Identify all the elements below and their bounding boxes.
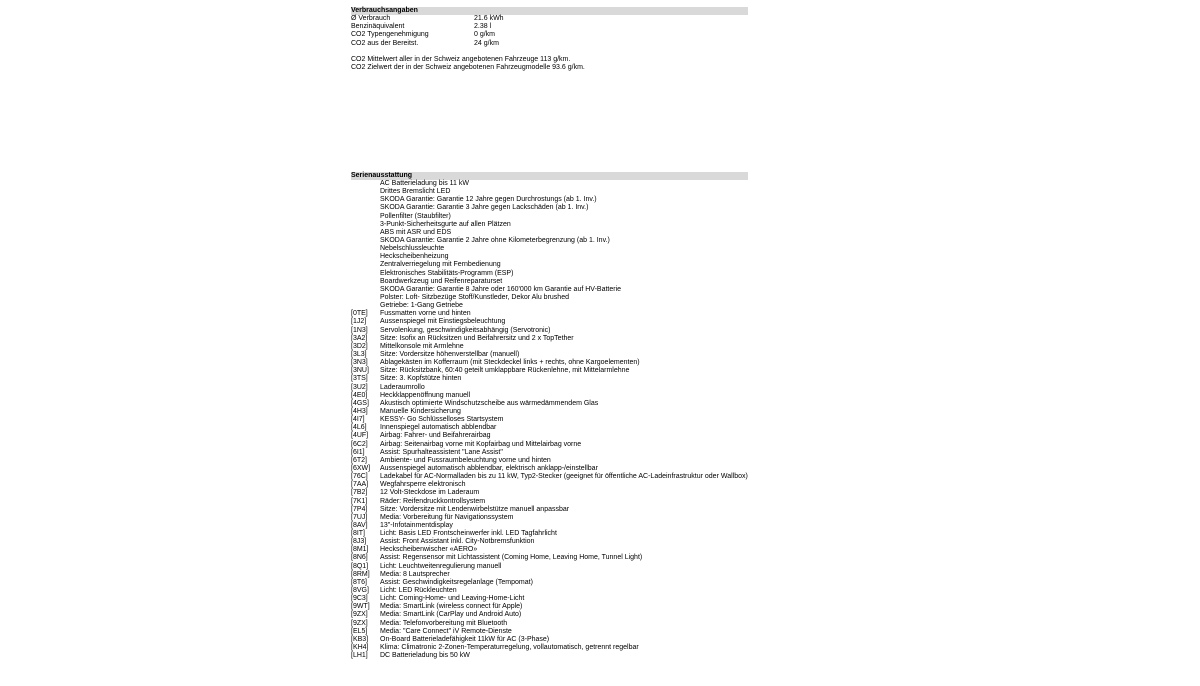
equipment-row <box>351 261 748 269</box>
equipment-description: Räder: Reifendruckkontrollsystem <box>380 497 486 505</box>
equipment-row <box>351 392 748 400</box>
consumption-row <box>351 31 748 39</box>
equipment-section <box>351 172 748 660</box>
equipment-description: Drittes Bremslicht LED <box>380 188 451 196</box>
equipment-row <box>351 571 748 579</box>
equipment-description: Heckscheibenheizung <box>380 253 449 261</box>
equipment-row <box>351 384 748 392</box>
equipment-code: [8Q1] <box>351 562 369 570</box>
equipment-code: [0TE] <box>351 310 368 318</box>
equipment-row <box>351 644 748 652</box>
equipment-description: Laderaumrollo <box>380 383 425 391</box>
equipment-description: Media: SmartLink (CarPlay und Android Auto) <box>380 611 522 619</box>
equipment-description: Aussenspiegel mit Einstiegsbeleuchtung <box>380 318 506 326</box>
equipment-row <box>351 481 748 489</box>
equipment-description: ABS mit ASR und EDS <box>380 228 452 236</box>
equipment-row <box>351 367 748 375</box>
equipment-description: Heckscheibenwischer «AERO» <box>380 546 478 554</box>
equipment-code: [8VG] <box>351 587 369 595</box>
consumption-label: CO2 Typengenehmigung <box>351 31 429 39</box>
equipment-row <box>351 611 748 619</box>
equipment-row <box>351 278 748 286</box>
equipment-row <box>351 554 748 562</box>
equipment-description: Licht: LED Rückleuchten <box>380 587 457 595</box>
equipment-description: Media: 8 Lautsprecher <box>380 570 450 578</box>
equipment-description: Assist: Spurhalteassistent "Lane Assist" <box>380 448 503 456</box>
equipment-code <box>351 204 380 212</box>
equipment-code: [8RM] <box>351 570 370 578</box>
equipment-description: Nebelschlussleuchte <box>380 245 445 253</box>
equipment-description: Zentralverriegelung mit Fernbedienung <box>380 261 501 269</box>
equipment-description: Licht: Leuchtweitenregulierung manuell <box>380 562 502 570</box>
equipment-row <box>351 473 748 481</box>
equipment-code <box>351 221 380 229</box>
equipment-row <box>351 506 748 514</box>
equipment-code: [9ZX] <box>351 611 368 619</box>
equipment-row <box>351 253 748 261</box>
equipment-code: [3TS] <box>351 375 368 383</box>
equipment-row <box>351 652 748 660</box>
equipment-code <box>351 253 380 261</box>
equipment-row <box>351 620 748 628</box>
equipment-code: [EL5] <box>351 627 368 635</box>
equipment-row <box>351 204 748 212</box>
equipment-description: Media: Telefonvorbereitung mit Bluetooth <box>380 619 508 627</box>
equipment-row <box>351 213 748 221</box>
equipment-code <box>351 188 380 196</box>
consumption-value: 2.38 l <box>474 23 492 31</box>
equipment-code: [LH1] <box>351 652 368 660</box>
consumption-value: 24 g/km <box>474 39 499 47</box>
equipment-description: Assist: Regensensor mit Lichtassistent (Coming Home, Leaving Home, Tunnel Light) <box>380 554 643 562</box>
equipment-row <box>351 343 748 351</box>
equipment-code: [8J3] <box>351 538 367 546</box>
equipment-code: [6I1] <box>351 448 365 456</box>
document-page <box>351 7 748 660</box>
consumption-value: 0 g/km <box>474 31 496 39</box>
equipment-code: [8N6] <box>351 554 368 562</box>
equipment-code: [4E0] <box>351 391 368 399</box>
equipment-description: DC Batterieladung bis 50 kW <box>380 652 470 660</box>
equipment-description: Sitze: Vordersitze höhenverstellbar (manuell) <box>380 350 520 358</box>
equipment-code <box>351 237 380 245</box>
consumption-table <box>351 15 748 48</box>
equipment-description: Boardwerkzeug und Reifenreparaturset <box>380 277 503 285</box>
equipment-row <box>351 408 748 416</box>
equipment-description: Heckklappenöffnung manuell <box>380 391 471 399</box>
equipment-code: [7K1] <box>351 497 368 505</box>
equipment-code <box>351 261 380 269</box>
equipment-description: Polster: Loft- Sitzbezüge Stoff/Kunstleder, Dekor Alu brushed <box>380 293 569 301</box>
equipment-code: [3U2] <box>351 383 368 391</box>
equipment-code: [9WT] <box>351 603 370 611</box>
equipment-code: [1N3] <box>351 326 368 334</box>
consumption-label: CO2 aus der Bereitst. <box>351 39 419 47</box>
equipment-code <box>351 302 380 310</box>
equipment-row <box>351 628 748 636</box>
equipment-code <box>351 245 380 253</box>
equipment-description: SKODA Garantie: Garantie 2 Jahre ohne Kilometerbegrenzung (ab 1. Inv.) <box>380 236 610 244</box>
consumption-title: Verbrauchsangaben <box>351 7 748 15</box>
equipment-description: Media: "Care Connect" iV Remote-Dienste <box>380 627 512 635</box>
equipment-row <box>351 489 748 497</box>
equipment-code: [3L3] <box>351 350 367 358</box>
equipment-description: Media: SmartLink (wireless connect für Apple) <box>380 603 523 611</box>
equipment-code: [8T6] <box>351 578 367 586</box>
equipment-code: [4L6] <box>351 424 367 432</box>
equipment-row <box>351 359 748 367</box>
equipment-code <box>351 213 380 221</box>
equipment-row <box>351 457 748 465</box>
equipment-row <box>351 587 748 595</box>
equipment-description: Elektronisches Stabilitäts-Programm (ESP) <box>380 269 514 277</box>
equipment-row <box>351 245 748 253</box>
equipment-code <box>351 270 380 278</box>
equipment-description: 12 Volt-Steckdose im Laderaum <box>380 489 480 497</box>
equipment-row <box>351 286 748 294</box>
equipment-row <box>351 310 748 318</box>
equipment-code <box>351 196 380 204</box>
equipment-row <box>351 335 748 343</box>
consumption-row <box>351 15 748 23</box>
equipment-description: Pollenfilter (Staubfilter) <box>380 212 451 220</box>
equipment-description: Akustisch optimierte Windschutzscheibe aus wärmedämmendem Glas <box>380 399 599 407</box>
equipment-code: [76C] <box>351 473 368 481</box>
equipment-code <box>351 278 380 286</box>
co2-note: CO2 Mittelwert aller in der Schweiz angebotenen Fahrzeuge 113 g/km. <box>351 55 571 63</box>
equipment-code: [9C3] <box>351 595 368 603</box>
equipment-code: [7AA] <box>351 481 369 489</box>
equipment-code <box>351 294 380 302</box>
equipment-description: Fussmatten vorne und hinten <box>380 310 471 318</box>
equipment-description: Airbag: Seitenairbag vorne mit Kopfairbag und Mittelairbag vorne <box>380 440 582 448</box>
equipment-description: Ladekabel für AC-Normalladen bis zu 11 kW, Typ2-Stecker (geeignet für öffentliche AC-Ladeinfrastruktur oder Wallbox) <box>380 473 748 481</box>
equipment-code: [KH4] <box>351 644 369 652</box>
equipment-row <box>351 351 748 359</box>
equipment-code: [7P4] <box>351 505 368 513</box>
equipment-code: [6XW] <box>351 464 371 472</box>
equipment-row <box>351 270 748 278</box>
equipment-row <box>351 432 748 440</box>
equipment-code <box>351 286 380 294</box>
equipment-code: [8M1] <box>351 546 369 554</box>
equipment-description: Sitze: Vordersitze mit Lendenwirbelstütze manuell anpassbar <box>380 505 570 513</box>
consumption-label: Benzinäquivalent <box>351 23 405 31</box>
equipment-code: [7B2] <box>351 489 368 497</box>
equipment-description: Wegfahrsperre elektronisch <box>380 481 466 489</box>
equipment-code: [4I7] <box>351 416 365 424</box>
equipment-row <box>351 188 748 196</box>
equipment-description: Assist: Front Assistant inkl. City-Notbremsfunktion <box>380 538 535 546</box>
equipment-row <box>351 416 748 424</box>
consumption-section <box>351 7 748 72</box>
equipment-code: [6T2] <box>351 456 367 464</box>
equipment-code: [1J2] <box>351 318 367 326</box>
equipment-row <box>351 522 748 530</box>
equipment-row <box>351 465 748 473</box>
equipment-row <box>351 595 748 603</box>
equipment-row <box>351 441 748 449</box>
equipment-description: Klima: Climatronic 2-Zonen-Temperaturregelung, vollautomatisch, getrennt regelbar <box>380 644 639 652</box>
equipment-description: Licht: Coming-Home- und Leaving-Home-Licht <box>380 595 525 603</box>
equipment-description: Sitze: Isofix an Rücksitzen und Beifahrersitz und 2 x TopTether <box>380 334 574 342</box>
equipment-row <box>351 530 748 538</box>
equipment-description: Sitze: 3. Kopfstütze hinten <box>380 375 462 383</box>
equipment-row <box>351 318 748 326</box>
equipment-title: Serienausstattung <box>351 172 748 180</box>
equipment-code: [6C2] <box>351 440 368 448</box>
equipment-row <box>351 498 748 506</box>
equipment-code <box>351 180 380 188</box>
equipment-row <box>351 424 748 432</box>
equipment-description: AC Batterieladung bis 11 kW <box>380 180 469 187</box>
equipment-row <box>351 514 748 522</box>
equipment-code: [3NU] <box>351 367 369 375</box>
equipment-row <box>351 375 748 383</box>
equipment-description: Licht: Basis LED Frontscheinwerfer inkl. LED Tagfahrlicht <box>380 530 557 538</box>
equipment-description: Ambiente- und Fussraumbeleuchtung vorne und hinten <box>380 456 551 464</box>
equipment-code <box>351 229 380 237</box>
co2-note: CO2 Zielwert der in der Schweiz angebotenen Fahrzeugmodelle 93.6 g/km. <box>351 63 585 71</box>
equipment-description: Ablagekästen im Kofferraum (mit Steckdeckel links + rechts, ohne Kargoelementen) <box>380 359 640 367</box>
equipment-code: [7UJ] <box>351 513 368 521</box>
equipment-code: [4UF] <box>351 432 369 440</box>
equipment-description: Servolenkung, geschwindigkeitsabhängig (Servotronic) <box>380 326 551 334</box>
equipment-row <box>351 180 748 188</box>
equipment-code: [4GS] <box>351 399 369 407</box>
equipment-description: Innenspiegel automatisch abblendbar <box>380 424 497 432</box>
equipment-description: Airbag: Fahrer- und Beifahrerairbag <box>380 432 491 440</box>
equipment-row <box>351 196 748 204</box>
equipment-list <box>351 180 748 660</box>
equipment-row <box>351 546 748 554</box>
equipment-row <box>351 237 748 245</box>
equipment-row <box>351 538 748 546</box>
equipment-description: Getriebe: 1-Gang Getriebe <box>380 302 463 310</box>
equipment-description: SKODA Garantie: Garantie 12 Jahre gegen Durchrostungs (ab 1. Inv.) <box>380 196 597 204</box>
equipment-description: Media: Vorbereitung für Navigationssystem <box>380 513 514 521</box>
equipment-code: [8AV] <box>351 521 368 529</box>
equipment-description: Assist: Geschwindigkeitsregelanlage (Tempomat) <box>380 578 533 586</box>
co2-notes <box>351 56 748 72</box>
equipment-row <box>351 603 748 611</box>
equipment-description: Mittelkonsole mit Armlehne <box>380 342 464 350</box>
equipment-code: [4H3] <box>351 407 368 415</box>
equipment-row <box>351 563 748 571</box>
equipment-row <box>351 449 748 457</box>
equipment-description: Aussenspiegel automatisch abblendbar, elektrisch anklapp-/einstellbar <box>380 464 598 472</box>
equipment-code: [3N3] <box>351 359 368 367</box>
consumption-row <box>351 40 748 48</box>
equipment-description: 3-Punkt-Sicherheitsgurte auf allen Plätzen <box>380 220 511 228</box>
equipment-row <box>351 579 748 587</box>
equipment-description: SKODA Garantie: Garantie 8 Jahre oder 160'000 km Garantie auf HV-Batterie <box>380 285 622 293</box>
equipment-row <box>351 229 748 237</box>
equipment-description: KESSY- Go Schlüsselloses Startsystem <box>380 416 504 424</box>
equipment-code: [KB3] <box>351 635 369 643</box>
equipment-description: Sitze: Rücksitzbank, 60:40 geteilt umklappbare Rückenlehne, mit Mittelarmlehne <box>380 367 630 375</box>
equipment-row <box>351 400 748 408</box>
equipment-row <box>351 302 748 310</box>
equipment-code: [9ZX] <box>351 619 368 627</box>
equipment-row <box>351 294 748 302</box>
equipment-description: 13"-Infotainmentdisplay <box>380 521 453 529</box>
equipment-description: SKODA Garantie: Garantie 3 Jahre gegen Lackschäden (ab 1. Inv.) <box>380 204 589 212</box>
equipment-code: [3D2] <box>351 342 368 350</box>
consumption-value: 21.6 kWh <box>474 15 504 22</box>
consumption-label: Ø Verbrauch <box>351 15 391 22</box>
equipment-row <box>351 221 748 229</box>
equipment-code: [3A2] <box>351 334 368 342</box>
equipment-description: On-Board Batterieladefähigkeit 11kW für AC (3-Phase) <box>380 635 550 643</box>
equipment-row <box>351 327 748 335</box>
equipment-description: Manuelle Kindersicherung <box>380 407 461 415</box>
equipment-row <box>351 636 748 644</box>
consumption-row <box>351 23 748 31</box>
equipment-code: [8IT] <box>351 530 366 538</box>
